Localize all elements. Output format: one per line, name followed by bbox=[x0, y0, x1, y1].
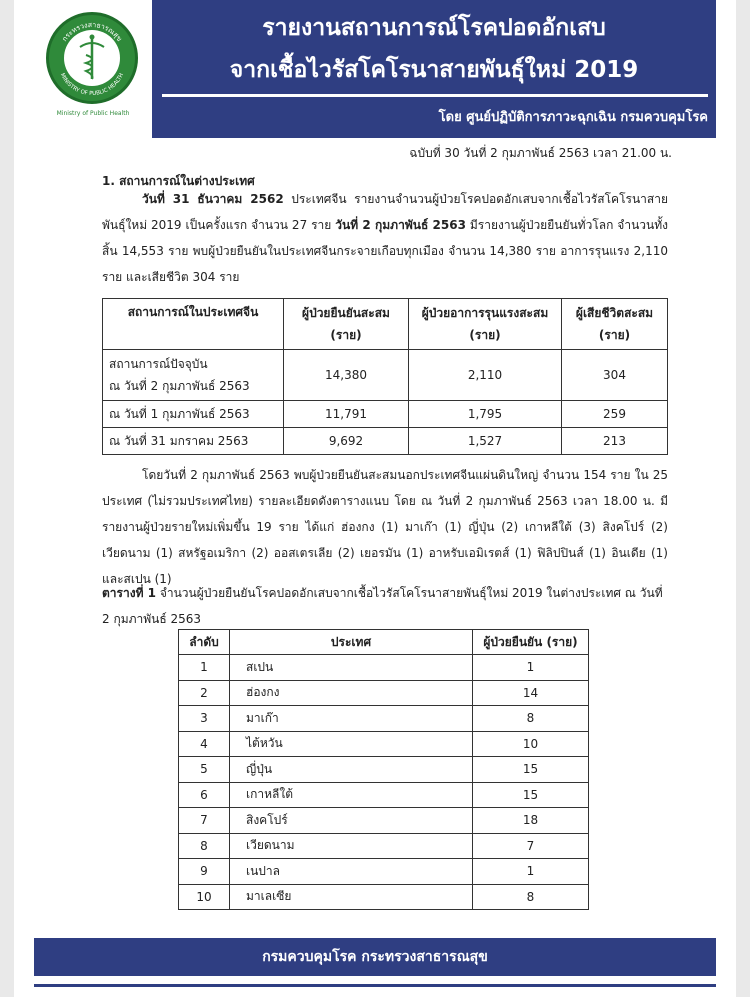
order-cell: 1 bbox=[179, 655, 230, 681]
table-row bbox=[179, 859, 589, 885]
footer-divider bbox=[34, 984, 716, 987]
report-title-line2: จากเชื้อไวรัสโคโรนาสายพันธุ์ใหม่ 2019 bbox=[229, 57, 639, 83]
col-header-deaths: ผู้เสียชีวิตสะสม (ราย) bbox=[562, 299, 668, 350]
table-row bbox=[179, 655, 589, 681]
order-cell: 5 bbox=[179, 757, 230, 783]
country-cell: ไต้หวัน bbox=[230, 731, 473, 757]
report-title-line1: รายงานสถานการณ์โรคปอดอักเสบ bbox=[262, 15, 606, 41]
date-first-report: วันที่ 31 ธันวาคม 2562 bbox=[142, 192, 284, 206]
table-row bbox=[179, 833, 589, 859]
table-row bbox=[179, 808, 589, 834]
order-cell: 9 bbox=[179, 859, 230, 885]
table-row bbox=[179, 706, 589, 732]
cases-cell: 8 bbox=[473, 884, 589, 910]
cases-cell: 7 bbox=[473, 833, 589, 859]
table-row bbox=[179, 782, 589, 808]
order-cell: 8 bbox=[179, 833, 230, 859]
table-row: ณ วันที่ 31 มกราคม 2563 9,692 1,527 213 bbox=[103, 428, 668, 455]
situation-paragraph bbox=[102, 186, 668, 290]
country-cell: สเปน bbox=[230, 655, 473, 681]
table-row bbox=[179, 884, 589, 910]
country-cell: มาเลเซีย bbox=[230, 884, 473, 910]
paragraph-text-3: โดยวันที่ 2 กุมภาพันธ์ 2563 พบผู้ป่วยยืนยันสะสมนอกประเทศจีนแผ่นดินใหญ่ จำนวน 154 ราย ใน 25 ประเทศ (ไม่รวมประเทศไทย) รายละเอียดดังตารางแนบ โดย ณ วันที่ 2 กุมภาพันธ์ 2563 เวลา 18.00 น. มีรายงานผู้ป่วยรายใหม่เพิ่มขึ้น 19 ราย ได้แก่ ฮ่องกง (1) มาเก๊า (1) ญี่ปุ่น (2) เกาหลีใต้ (3) สิงคโปร์ (2) เวียดนาม (1) สหรัฐอเมริกา (2) ออสเตรเลีย (2) เยอรมัน (1) อาหรับเอมิเรตส์ (1) ฟิลิปปินส์ (1) อินเดีย (1) และสเปน (1) bbox=[102, 468, 668, 586]
col-header-severe: ผู้ป่วยอาการรุนแรงสะสม (ราย) bbox=[409, 299, 562, 350]
table-row bbox=[179, 731, 589, 757]
cases-cell: 18 bbox=[473, 808, 589, 834]
cases-cell: 1 bbox=[473, 859, 589, 885]
table-row bbox=[179, 757, 589, 783]
ministry-seal-icon bbox=[46, 12, 138, 104]
order-cell: 7 bbox=[179, 808, 230, 834]
col-header-situation: สถานการณ์ในประเทศจีน bbox=[103, 299, 284, 350]
logo-text-top: กระทรวงสาธารณสุข bbox=[60, 20, 124, 43]
cases-cell: 15 bbox=[473, 757, 589, 783]
country-cell: เนปาล bbox=[230, 859, 473, 885]
title-divider bbox=[162, 94, 708, 97]
country-cell: เวียดนาม bbox=[230, 833, 473, 859]
china-situation-table bbox=[102, 298, 668, 455]
table-caption bbox=[102, 580, 668, 632]
order-cell: 2 bbox=[179, 680, 230, 706]
country-cell: เกาหลีใต้ bbox=[230, 782, 473, 808]
order-cell: 10 bbox=[179, 884, 230, 910]
table-row: ณ วันที่ 1 กุมภาพันธ์ 2563 11,791 1,795 259 bbox=[103, 401, 668, 428]
paragraph-text-2: มีรายงานผู้ป่วยยืนยันทั่วโลก จำนวนทั้งสิ้น 14,553 ราย พบผู้ป่วยยืนยันในประเทศจีนกระจายเกือบทุกเมือง จำนวน 14,380 ราย อาการรุนแรง 2,110 ราย และเสียชีวิต 304 ราย bbox=[102, 218, 668, 284]
date-current: วันที่ 2 กุมภาพันธ์ 2563 bbox=[335, 218, 466, 232]
outside-china-paragraph bbox=[102, 462, 668, 592]
cases-cell: 10 bbox=[473, 731, 589, 757]
table-header-row bbox=[179, 630, 589, 655]
country-cell: สิงคโปร์ bbox=[230, 808, 473, 834]
issue-line: ฉบับที่ 30 วันที่ 2 กุมภาพันธ์ 2563 เวลา 21.00 น. bbox=[409, 146, 672, 160]
footer-banner bbox=[34, 938, 716, 976]
order-cell: 3 bbox=[179, 706, 230, 732]
col-header-confirmed: ผู้ป่วยยืนยันสะสม (ราย) bbox=[284, 299, 409, 350]
table-caption-text: จำนวนผู้ป่วยยืนยันโรคปอดอักเสบจากเชื้อไวรัสโคโรนาสายพันธุ์ใหม่ 2019 ในต่างประเทศ ณ วันที่ 2 กุมภาพันธ์ 2563 bbox=[102, 586, 663, 626]
country-cases-table bbox=[178, 629, 589, 910]
table-header-row bbox=[103, 299, 668, 350]
country-cell: ญี่ปุ่น bbox=[230, 757, 473, 783]
country-cell: มาเก๊า bbox=[230, 706, 473, 732]
cases-cell: 8 bbox=[473, 706, 589, 732]
byline: โดย ศูนย์ปฏิบัติการภาวะฉุกเฉิน กรมควบคุมโรค bbox=[438, 110, 708, 125]
table-row bbox=[179, 680, 589, 706]
cases-cell: 14 bbox=[473, 680, 589, 706]
table-caption-label: ตารางที่ 1 bbox=[102, 586, 157, 600]
section-title: 1. สถานการณ์ในต่างประเทศ bbox=[102, 174, 255, 188]
col-header-cases: ผู้ป่วยยืนยัน (ราย) bbox=[473, 630, 589, 655]
country-cell: ฮ่องกง bbox=[230, 680, 473, 706]
footer-text: กรมควบคุมโรค กระทรวงสาธารณสุข bbox=[262, 949, 488, 965]
header-banner bbox=[34, 0, 716, 138]
logo-caption: Ministry of Public Health bbox=[56, 110, 130, 117]
order-cell: 4 bbox=[179, 731, 230, 757]
logo-box bbox=[34, 0, 155, 138]
col-header-country: ประเทศ bbox=[230, 630, 473, 655]
order-cell: 6 bbox=[179, 782, 230, 808]
logo-text-bottom: MINISTRY OF PUBLIC HEALTH bbox=[58, 72, 126, 98]
paragraph-text-1: ประเทศจีน รายงานจำนวนผู้ป่วยโรคปอดอักเสบจากเชื้อไวรัสโคโรนาสายพันธุ์ใหม่ 2019 เป็นครั้งแรก จำนวน 27 ราย bbox=[102, 192, 668, 232]
cases-cell: 15 bbox=[473, 782, 589, 808]
cases-cell: 1 bbox=[473, 655, 589, 681]
col-header-order: ลำดับ bbox=[179, 630, 230, 655]
table-row: สถานการณ์ปัจจุบัน ณ วันที่ 2 กุมภาพันธ์ 2563 14,380 2,110 304 bbox=[103, 350, 668, 401]
